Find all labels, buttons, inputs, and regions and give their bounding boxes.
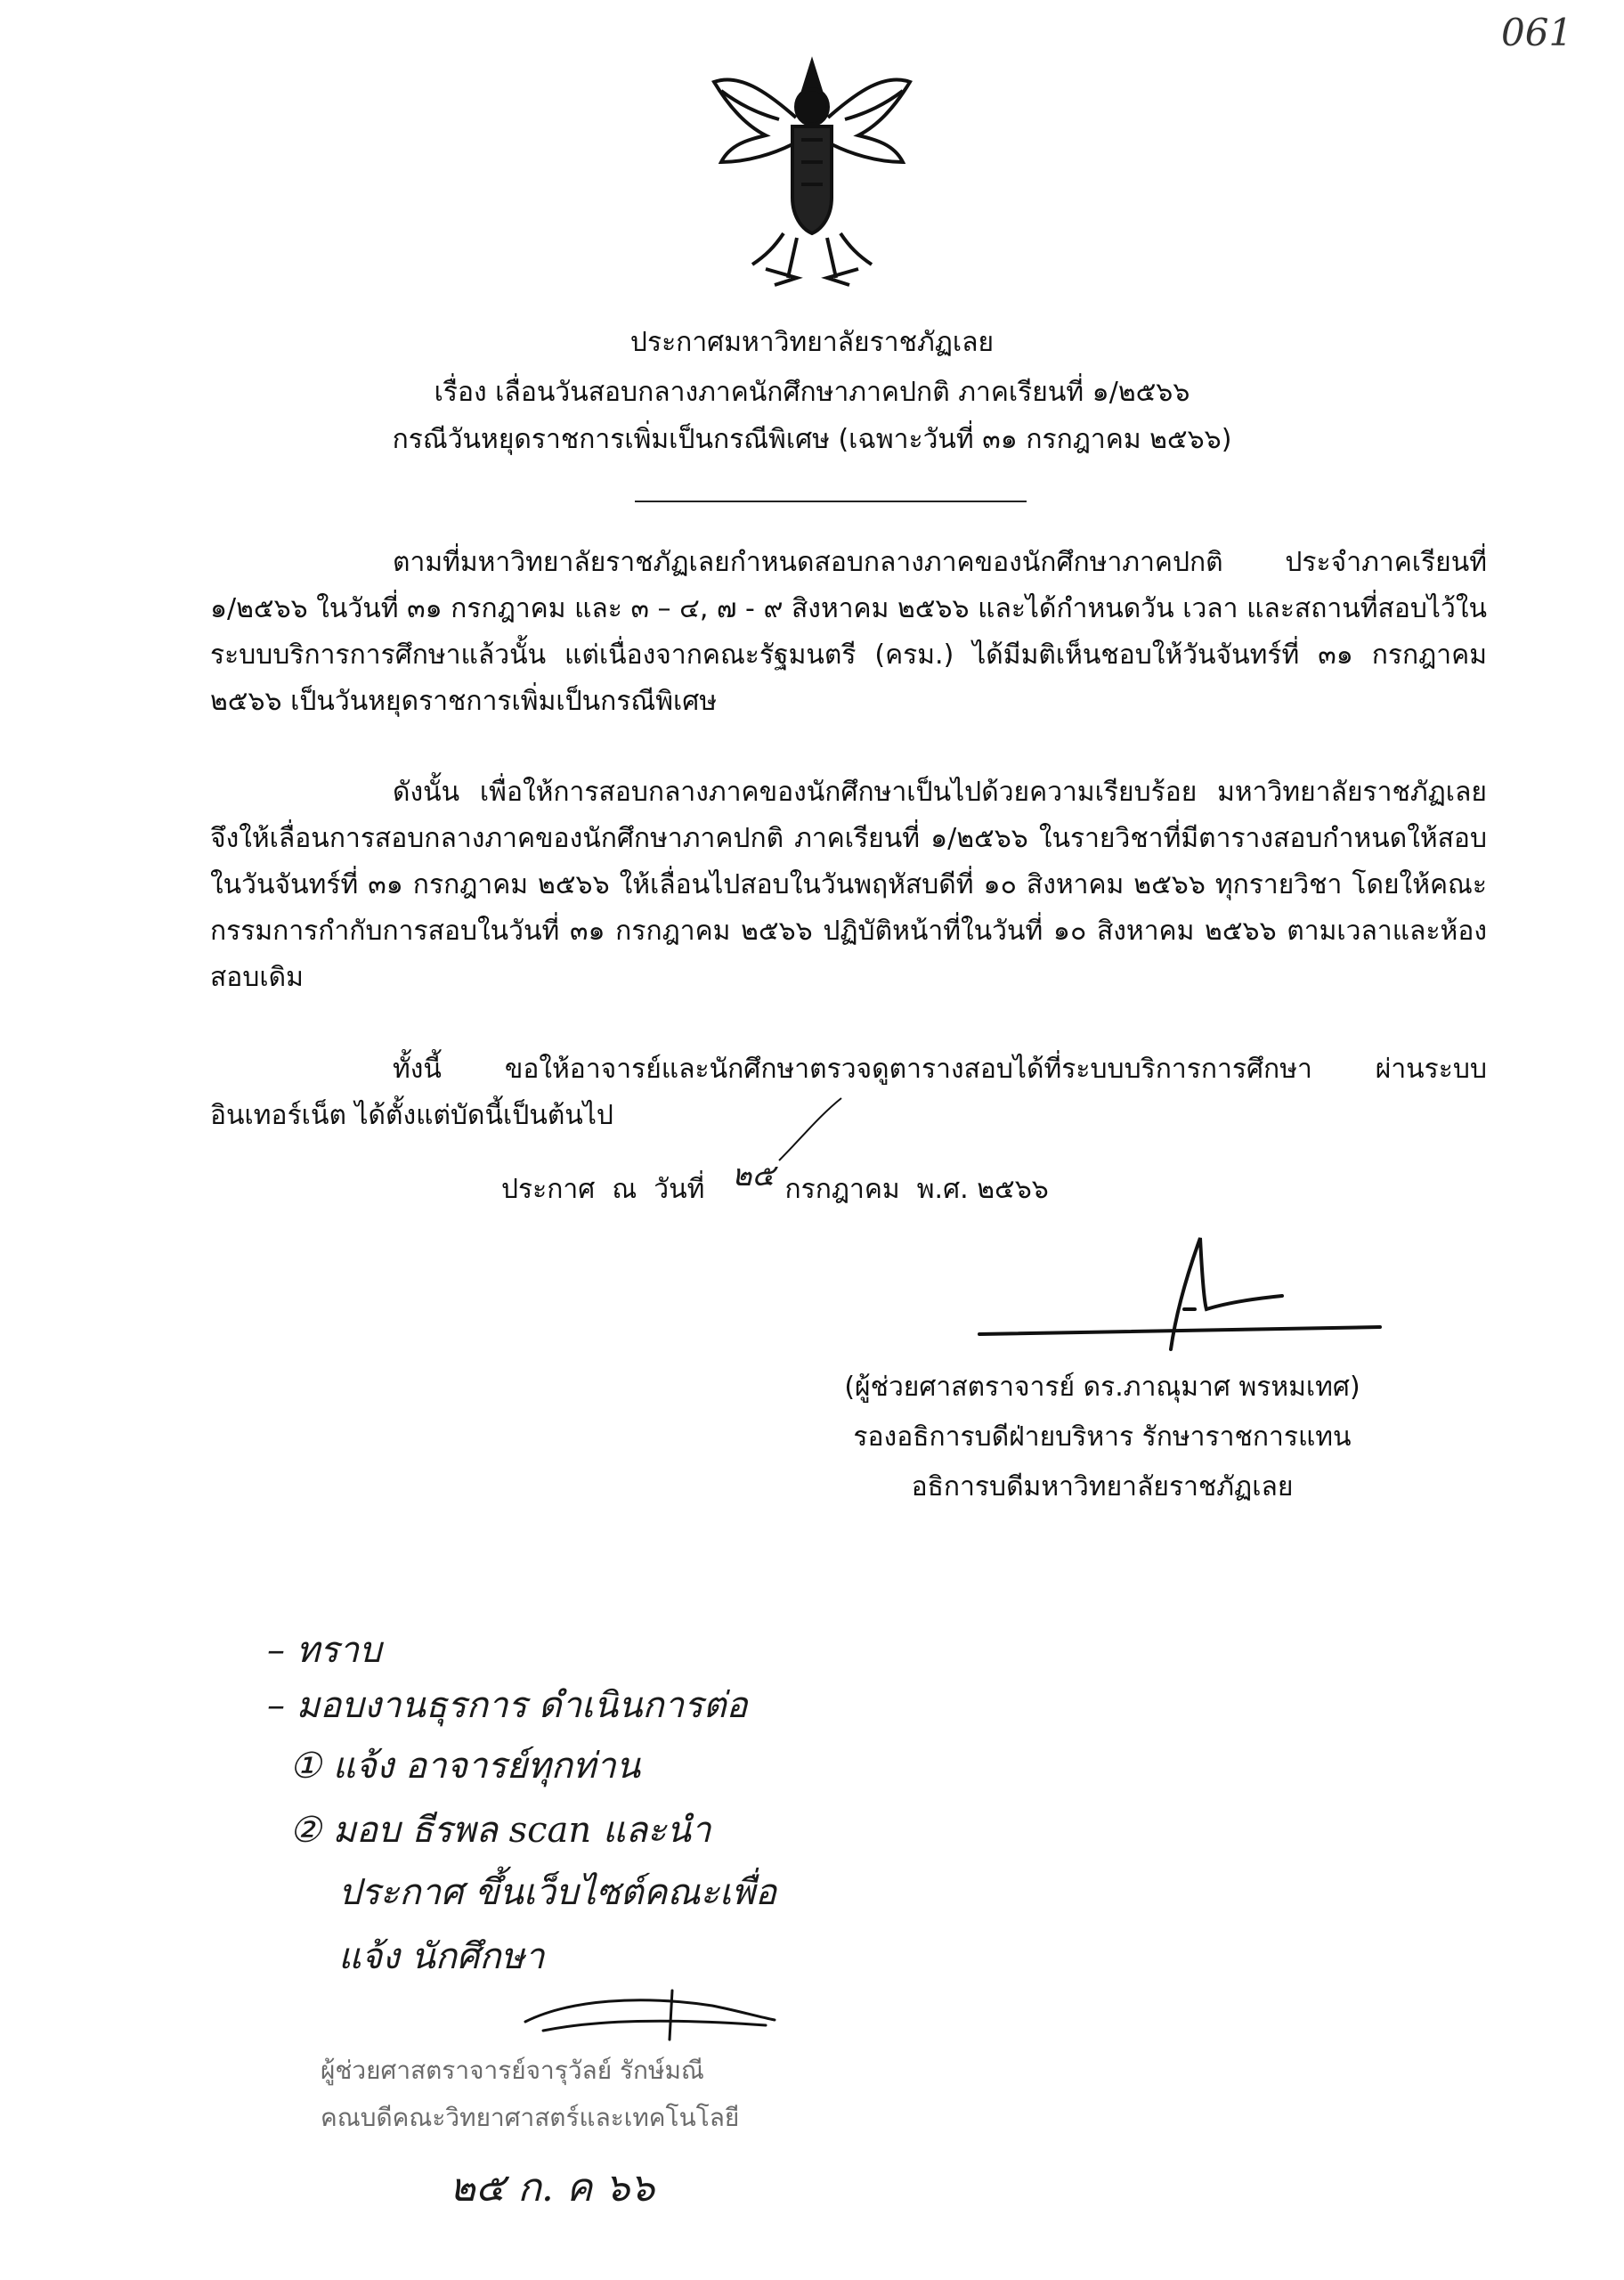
page-number: 061 (1501, 11, 1573, 54)
date-prefix: ประกาศ ณ วันที่ (501, 1174, 705, 1205)
paragraph-2: ดังนั้น เพื่อให้การสอบกลางภาคของนักศึกษาเป็นไปด้วยความเรียบร้อย มหาวิทยาลัยราชภัฏเลย จึงให้เลื่อนการสอบกลางภาคของนักศึกษาภาคปกติ ภาคเรียนที่ ๑/๒๕๖๖ ในรายวิชาที่มีตารางสอบกำหนดให้สอบในวันจันทร์ที่ ๓๑ กรกฎาคม ๒๕๖๖ ให้เลื่อนไปสอบในวันพฤหัสบดีที่ ๑๐ สิงหาคม ๒๕๖๖ ทุกรายวิชา โดยให้คณะกรรมการกำกับการสอบในวันที่ ๓๑ กรกฎาคม ๒๕๖๖ ปฏิบัติหน้าที่ในวันที่ ๑๐ สิงหาคม ๒๕๖๖ ตามเวลาและห้องสอบเดิม (210, 777, 1487, 993)
date-pen-stroke (775, 1094, 846, 1165)
divider (635, 501, 1027, 502)
stamp-title: คณบดีคณะวิทยาศาสตร์และเทคโนโลยี (321, 2103, 740, 2132)
signature-mark (962, 1220, 1407, 1363)
signatory-name: (ผู้ช่วยศาสตราจารย์ ดร.ภาณุมาศ พรหมเทศ) (844, 1372, 1360, 1403)
garuda-emblem-icon (703, 55, 921, 290)
announcement-heading: ประกาศมหาวิทยาลัยราชภัฏเลย (629, 327, 995, 358)
subject-line: เรื่อง เลื่อนวันสอบกลางภาคนักศึกษาภาคปกติ ภาคเรียนที่ ๑/๒๕๖๖ (434, 377, 1190, 408)
paragraph-1: ตามที่มหาวิทยาลัยราชภัฏเลยกำหนดสอบกลางภาคของนักศึกษาภาคปกติ ประจำภาคเรียนที่ ๑/๒๕๖๖ ในวันที่ ๓๑ กรกฎาคม และ ๓ – ๔, ๗ - ๙ สิงหาคม ๒๕๖๖ และได้กำหนดวัน เวลา และสถานที่สอบไว้ในระบบบริการการศึกษาแล้วนั้น แต่เนื่องจากคณะรัฐมนตรี (ครม.) ได้มีมติเห็นชอบให้วันจันทร์ที่ ๓๑ กรกฎาคม ๒๕๖๖ เป็นวันหยุดราชการเพิ่มเป็นกรณีพิเศษ (210, 547, 1487, 717)
stamp-name: ผู้ช่วยศาสตราจารย์จารุวัลย์ รักษ์มณี (321, 2056, 704, 2085)
handwritten-note-1: – ทราบ (267, 1630, 382, 1671)
handwritten-note-5: ประกาศ ขึ้นเว็บไซต์คณะเพื่อ (338, 1872, 777, 1913)
handwritten-day: ๒๕ (732, 1158, 775, 1193)
signatory-position-2: อธิการบดีมหาวิทยาลัยราชภัฏเลย (911, 1471, 1294, 1502)
handwritten-date: ๒๕ ก. ค ๖๖ (450, 2165, 655, 2211)
signatory-position: รองอธิการบดีฝ่ายบริหาร รักษาราชการแทน (853, 1421, 1352, 1453)
dean-signature-mark (516, 1986, 784, 2048)
handwritten-note-3: ① แจ้ง อาจารย์ทุกท่าน (289, 1746, 641, 1787)
handwritten-note-4: ② มอบ ธีรพล scan และนำ (289, 1810, 711, 1851)
date-suffix: กรกฎาคม พ.ศ. ๒๕๖๖ (784, 1174, 1049, 1205)
subject-subline: กรณีวันหยุดราชการเพิ่มเป็นกรณีพิเศษ (เฉพาะวันที่ ๓๑ กรกฎาคม ๒๕๖๖) (392, 424, 1232, 455)
handwritten-note-2: – มอบงานธุรการ ดำเนินการต่อ (267, 1685, 748, 1726)
handwritten-note-6: แจ้ง นักศึกษา (338, 1936, 545, 1977)
paragraph-3: ทั้งนี้ ขอให้อาจารย์และนักศึกษาตรวจดูตารางสอบได้ที่ระบบบริการการศึกษา ผ่านระบบอินเทอร์เน็ต ได้ตั้งแต่บัดนี้เป็นต้นไป (210, 1054, 1487, 1131)
